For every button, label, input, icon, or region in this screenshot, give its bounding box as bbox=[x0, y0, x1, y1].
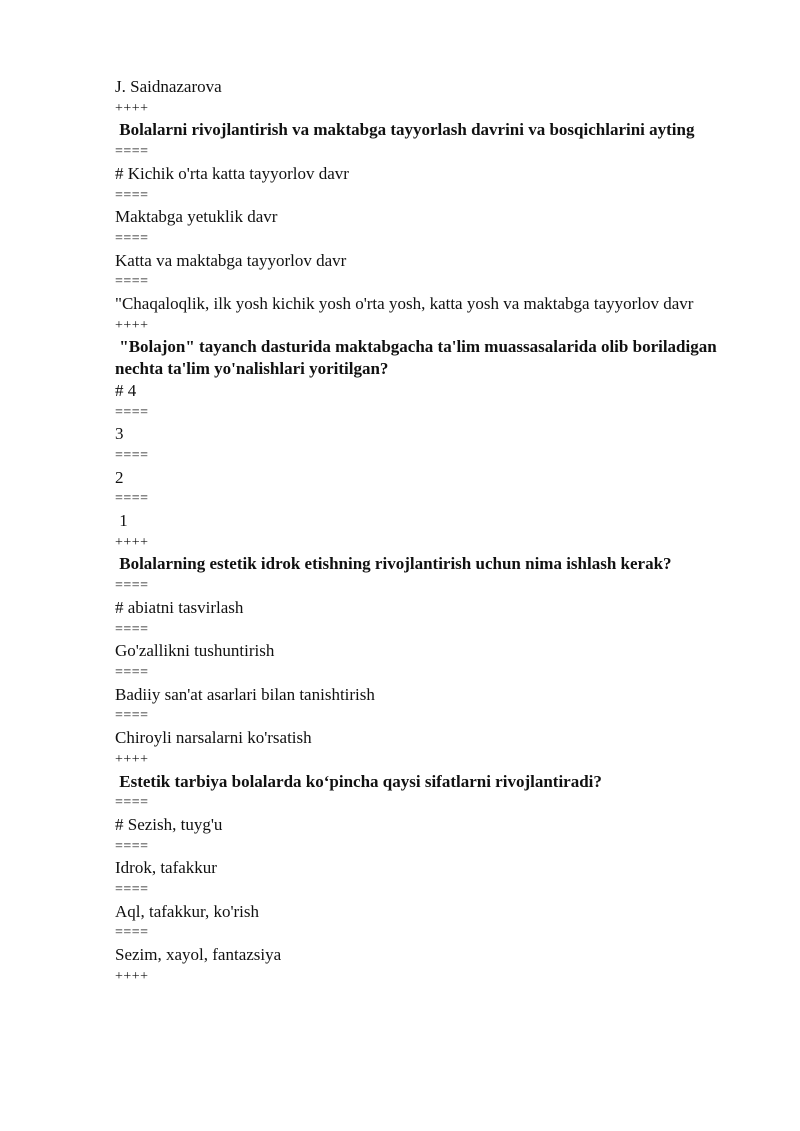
answer-option: 3 bbox=[115, 424, 124, 444]
option-separator: ==== bbox=[115, 491, 149, 507]
answer-option: Badiiy san'at asarlari bilan tanishtirish bbox=[115, 684, 375, 704]
block-separator: ++++ bbox=[115, 100, 149, 116]
answer-option: Katta va maktabga tayyorlov davr bbox=[115, 250, 347, 270]
answer-option: Sezim, xayol, fantazsiya bbox=[115, 945, 282, 965]
option-separator: ==== bbox=[115, 882, 149, 898]
answer-option: Maktabga yetuklik davr bbox=[115, 207, 278, 227]
option-separator: ==== bbox=[115, 230, 149, 246]
option-separator: ==== bbox=[115, 144, 149, 160]
option-separator: ==== bbox=[115, 578, 149, 594]
answer-option: 1 bbox=[115, 511, 128, 531]
answer-option: Aql, tafakkur, ko'rish bbox=[115, 901, 260, 921]
answer-option: # Sezish, tuyg'u bbox=[115, 814, 223, 834]
option-separator: ==== bbox=[115, 708, 149, 724]
option-separator: ==== bbox=[115, 795, 149, 811]
question-text: Bolalarning estetik idrok etishning rivojlantirish uchun nima ishlash kerak? bbox=[115, 554, 672, 574]
option-separator: ==== bbox=[115, 838, 149, 854]
option-separator: ==== bbox=[115, 404, 149, 420]
answer-option: # Kichik o'rta katta tayyorlov davr bbox=[115, 163, 349, 183]
question-text: Estetik tarbiya bolalarda ko‘pincha qaysi sifatlarni rivojlantiradi? bbox=[115, 771, 602, 791]
question-text: "Bolajon" tayanch dasturida maktabgacha ta'lim muassasalarida olib boriladigan nechta ta'lim yo'nalishlari yoritilgan? bbox=[115, 337, 721, 379]
block-separator: ++++ bbox=[115, 534, 149, 550]
answer-option: Go'zallikni tushuntirish bbox=[115, 641, 275, 661]
answer-option: # abiatni tasvirlash bbox=[115, 597, 244, 617]
block-separator: ++++ bbox=[115, 751, 149, 767]
answer-option: 2 bbox=[115, 467, 124, 487]
block-separator: ++++ bbox=[115, 968, 149, 984]
option-separator: ==== bbox=[115, 925, 149, 941]
option-separator: ==== bbox=[115, 447, 149, 463]
option-separator: ==== bbox=[115, 621, 149, 637]
author-name: J. Saidnazarova bbox=[115, 77, 222, 96]
answer-option: "Chaqaloqlik, ilk yosh kichik yosh o'rta yosh, katta yosh va maktabga tayyorlov davr bbox=[115, 294, 694, 314]
option-separator: ==== bbox=[115, 274, 149, 290]
answer-option: # 4 bbox=[115, 380, 137, 400]
answer-option: Chiroyli narsalarni ko'rsatish bbox=[115, 728, 312, 748]
block-separator: ++++ bbox=[115, 317, 149, 333]
document-page bbox=[115, 76, 735, 988]
option-separator: ==== bbox=[115, 664, 149, 680]
question-text: Bolalarni rivojlantirish va maktabga tayyorlash davrini va bosqichlarini ayting bbox=[115, 120, 695, 140]
answer-option: Idrok, tafakkur bbox=[115, 858, 217, 878]
option-separator: ==== bbox=[115, 187, 149, 203]
